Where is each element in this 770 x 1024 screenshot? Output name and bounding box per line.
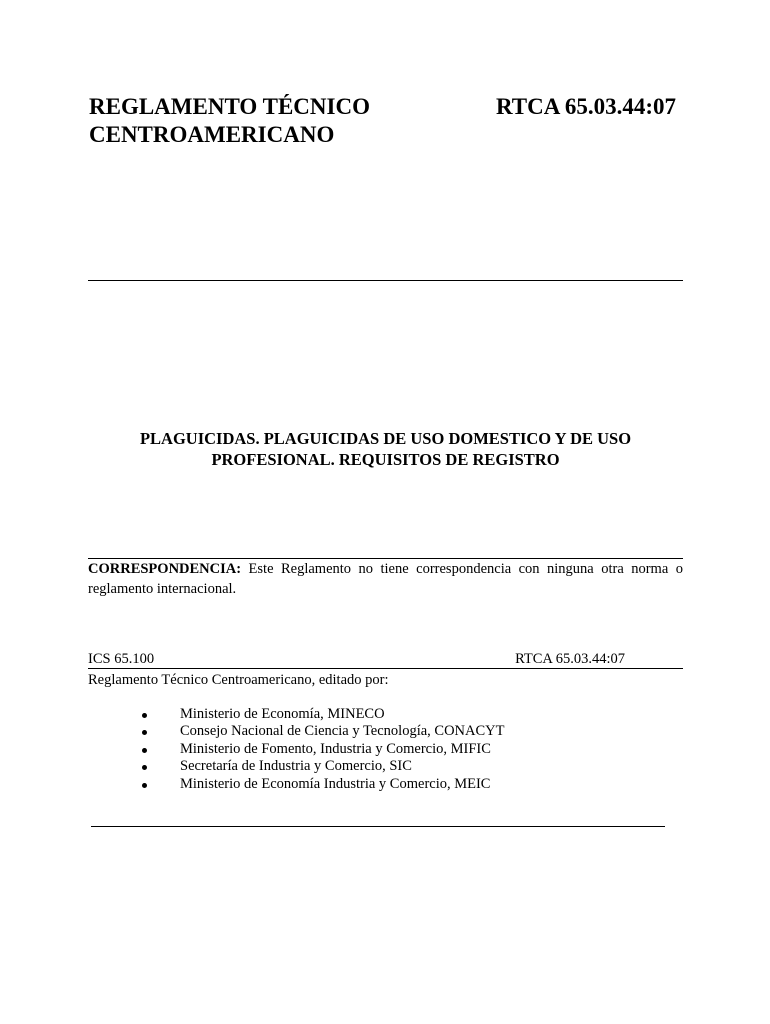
bullet-icon (142, 748, 147, 753)
correspondence-divider (88, 558, 683, 559)
bullet-icon (142, 783, 147, 788)
bullet-icon (142, 765, 147, 770)
regulation-type-line-1: REGLAMENTO TÉCNICO (89, 94, 370, 119)
document-title (88, 428, 683, 470)
correspondence-paragraph (88, 560, 683, 599)
list-item (142, 706, 505, 723)
editor-name: Ministerio de Economía, MINECO (180, 706, 385, 722)
list-item (142, 776, 505, 793)
editors-list (142, 706, 505, 793)
document-title-line-2: PROFESIONAL. REQUISITOS DE REGISTRO (211, 450, 560, 469)
correspondence-label: CORRESPONDENCIA: (88, 561, 242, 577)
edited-by-intro: Reglamento Técnico Centroamericano, editado por: (88, 672, 389, 688)
editor-name: Ministerio de Fomento, Industria y Comercio, MIFIC (180, 740, 491, 757)
footer-divider (91, 826, 665, 827)
footer-regulation-code: RTCA 65.03.44:07 (515, 651, 625, 667)
regulation-type-heading (89, 93, 370, 149)
ics-code: ICS 65.100 (88, 651, 155, 667)
list-item (142, 723, 505, 740)
editor-name: Ministerio de Economía Industria y Comercio, MEIC (180, 775, 491, 792)
classification-divider (88, 668, 683, 669)
correspondence-text: Este Reglamento no tiene correspondencia con ninguna otra norma o reglamento internacional. (88, 561, 683, 597)
list-item (142, 758, 505, 775)
editor-name: Secretaría de Industria y Comercio, SIC (180, 758, 412, 775)
regulation-type-line-2: CENTROAMERICANO (89, 122, 335, 147)
bullet-icon (142, 730, 147, 735)
regulation-code-heading: RTCA 65.03.44:07 (495, 94, 676, 119)
editor-name: Consejo Nacional de Ciencia y Tecnología, CONACYT (180, 723, 505, 740)
document-title-line-1: PLAGUICIDAS. PLAGUICIDAS DE USO DOMESTICO Y DE USO (139, 429, 632, 448)
bullet-icon (142, 713, 147, 718)
header-divider (88, 280, 683, 281)
list-item (142, 741, 505, 758)
